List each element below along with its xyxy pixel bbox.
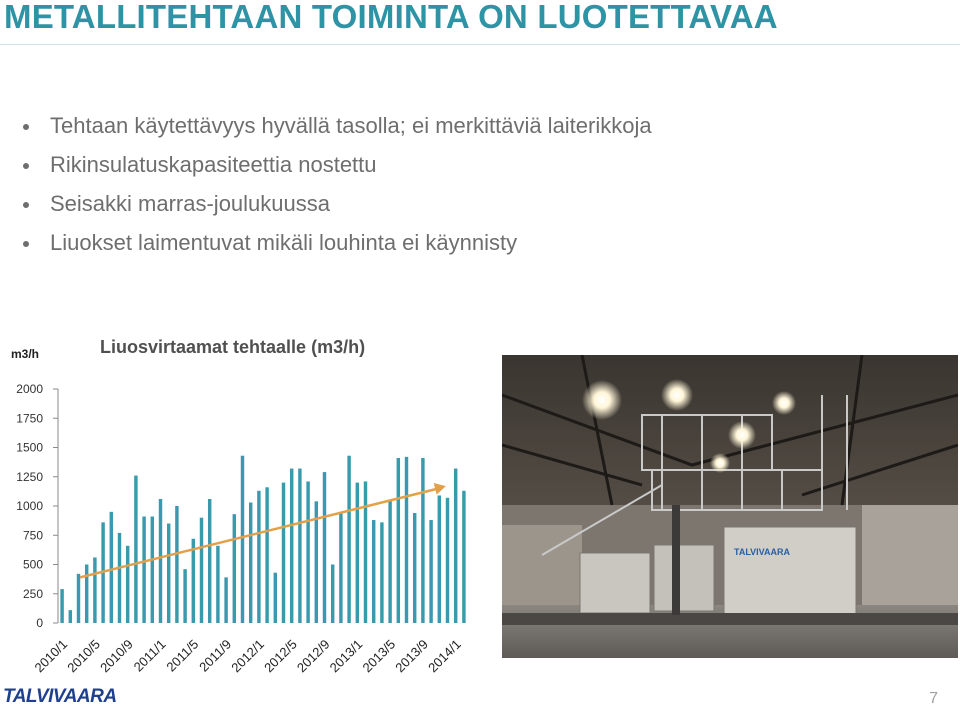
- bullet-list: [20, 111, 652, 267]
- photo-sign-text: TALVIVAARA: [734, 547, 790, 557]
- bar: [323, 472, 326, 623]
- x-tick-label: 2010/1: [31, 636, 71, 676]
- bar: [454, 469, 457, 623]
- bar: [397, 458, 400, 623]
- bar: [175, 506, 178, 623]
- bullet-dot-icon: [23, 124, 29, 130]
- y-tick-label: 1250: [16, 469, 43, 484]
- bar: [364, 481, 367, 623]
- bar: [241, 456, 244, 623]
- bar: [331, 565, 334, 624]
- bar: [462, 491, 465, 623]
- x-tick-label: 2013/5: [359, 636, 399, 676]
- bar: [200, 518, 203, 623]
- bar: [183, 569, 186, 623]
- talvivaara-logo: TALVIVAARA: [3, 686, 117, 707]
- bar: [347, 456, 350, 623]
- y-tick-label: 2000: [16, 382, 43, 396]
- bar: [167, 524, 170, 623]
- x-tick-label: 2010/9: [97, 636, 136, 676]
- bar: [306, 481, 309, 623]
- bullet-dot-icon: [23, 241, 29, 247]
- x-tick-label: 2013/1: [326, 636, 366, 676]
- bullet-item: [20, 189, 652, 228]
- y-tick-label: 1750: [16, 411, 43, 426]
- x-tick-label: 2011/9: [196, 636, 235, 675]
- chart-title: Liuosvirtaamat tehtaalle (m3/h): [100, 337, 366, 357]
- y-tick-label: 1500: [16, 440, 43, 455]
- bar: [85, 565, 88, 624]
- slide-title: METALLITEHTAAN TOIMINTA ON LUOTETTAVAA: [4, 0, 778, 35]
- trend-arrowhead: [434, 483, 446, 495]
- bar: [438, 495, 441, 623]
- bullet-text: Liuokset laimentuvat mikäli louhinta ei käynnisty: [50, 230, 518, 255]
- bar: [298, 469, 301, 623]
- y-tick-label: 250: [22, 586, 43, 601]
- bar: [274, 573, 277, 623]
- bullet-item: [20, 111, 652, 150]
- factory-photo: [502, 355, 958, 658]
- bar: [405, 457, 408, 623]
- y-tick-label: 0: [36, 616, 43, 630]
- bar: [69, 610, 72, 623]
- x-tick-label: 2012/9: [293, 636, 333, 676]
- bullet-text: Seisakki marras-joulukuussa: [50, 191, 330, 216]
- bar: [208, 499, 211, 623]
- bar: [290, 469, 293, 623]
- bar: [356, 483, 359, 623]
- bar: [93, 557, 96, 623]
- bar: [372, 520, 375, 623]
- bar: [388, 500, 391, 623]
- y-tick-label: 750: [22, 528, 43, 543]
- bar: [249, 502, 252, 623]
- bar: [110, 512, 113, 623]
- y-tick-label: 1000: [16, 499, 43, 513]
- y-tick-label: 500: [22, 557, 43, 572]
- bar: [413, 513, 416, 623]
- bar: [216, 546, 219, 623]
- title-divider: [0, 44, 960, 45]
- bar: [380, 522, 383, 623]
- bar: [429, 520, 432, 623]
- bar: [159, 499, 162, 623]
- x-tick-label: 2010/5: [64, 636, 104, 676]
- bar: [151, 517, 154, 623]
- bar: [224, 577, 227, 623]
- bar: [421, 458, 424, 623]
- bullet-text: Rikinsulatuskapasiteettia nostettu: [50, 152, 377, 177]
- bar: [339, 512, 342, 623]
- bar: [265, 487, 268, 623]
- bar: [282, 483, 285, 623]
- bar: [134, 476, 137, 623]
- flow-bar-chart: [0, 370, 470, 686]
- bar: [118, 533, 121, 623]
- page-number: 7: [929, 690, 938, 707]
- bar: [77, 574, 80, 623]
- x-tick-label: 2012/1: [228, 636, 268, 676]
- bar: [192, 539, 195, 623]
- x-tick-label: 2011/5: [163, 636, 202, 675]
- x-tick-label: 2013/9: [392, 636, 432, 676]
- bar: [126, 546, 129, 623]
- bullet-item: [20, 150, 652, 189]
- bar: [142, 517, 145, 623]
- x-tick-label: 2014/1: [425, 636, 464, 676]
- x-tick-label: 2011/1: [130, 636, 169, 675]
- bullet-item: [20, 228, 652, 267]
- x-tick-label: 2012/5: [261, 636, 300, 676]
- bullet-dot-icon: [23, 202, 29, 208]
- bar: [446, 498, 449, 623]
- bullet-text: Tehtaan käytettävyys hyvällä tasolla; ei merkittäviä laiterikkoja: [50, 113, 652, 138]
- bar: [257, 491, 260, 623]
- bar: [233, 514, 236, 623]
- chart-unit-label: m3/h: [11, 347, 40, 361]
- bullet-dot-icon: [23, 163, 29, 169]
- bar: [60, 589, 63, 623]
